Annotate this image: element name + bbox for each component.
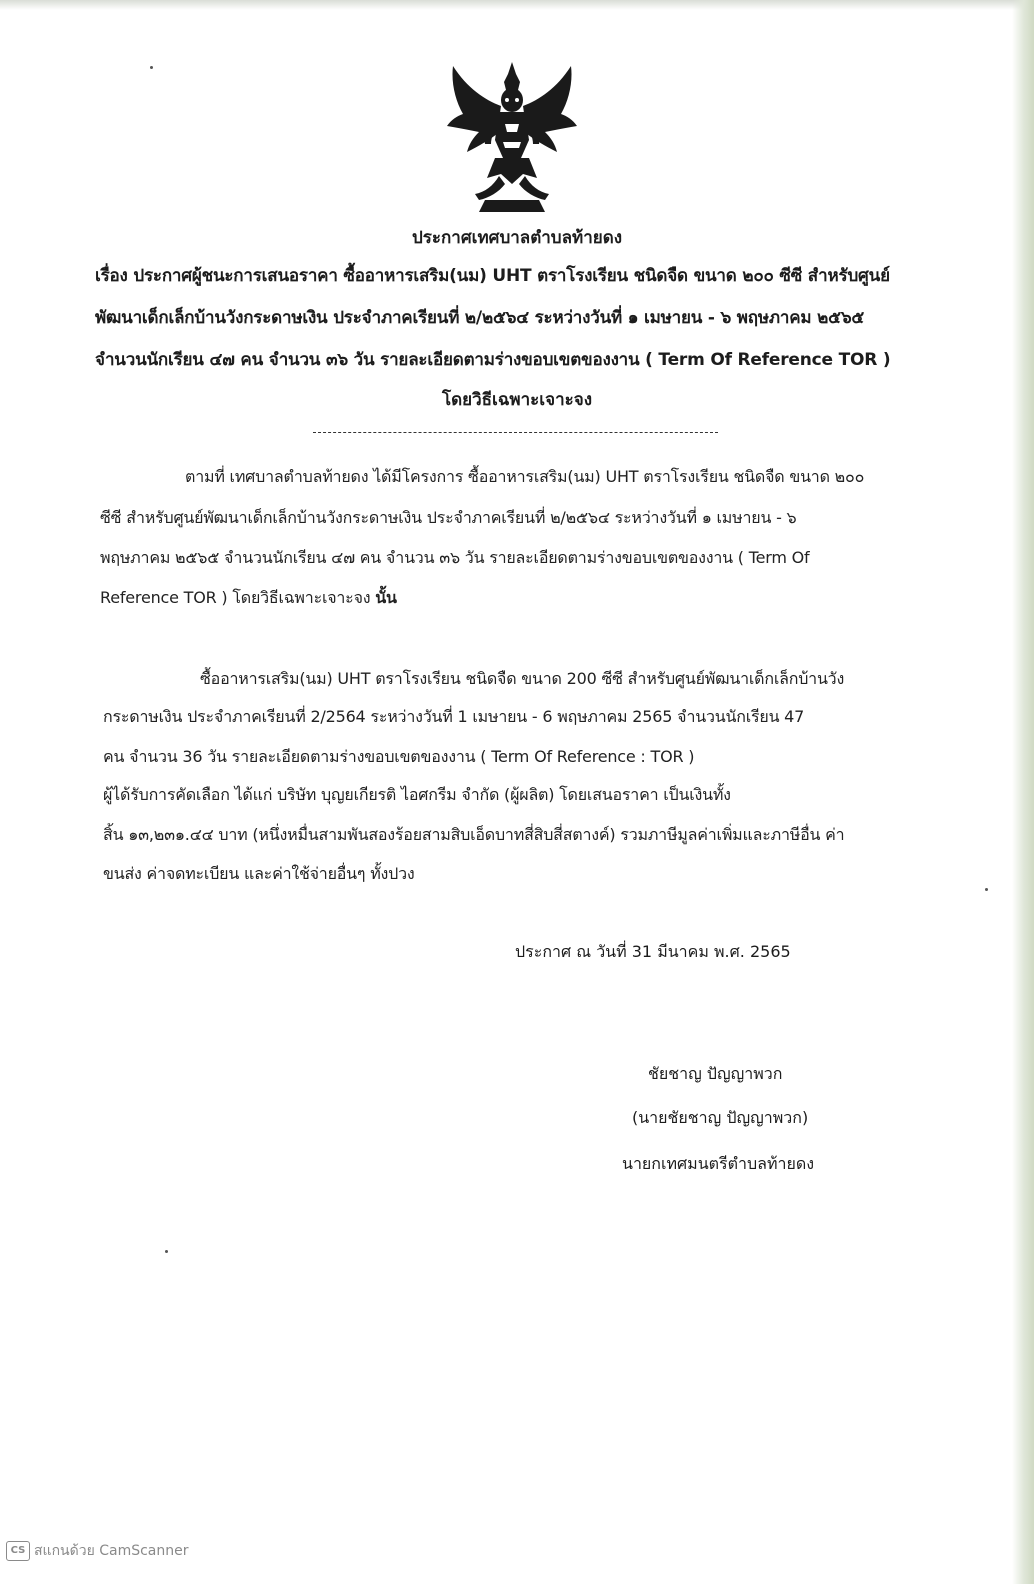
subject-line-2: พัฒนาเด็กเล็กบ้านวังกระดาษเงิน ประจำภาคเรียนที่ ๒/๒๕๖๔ ระหว่างวันที่ ๑ เมษายน - ๖ พฤษภาคม ๒๕๖๕ [95,308,865,328]
signed-name: ชัยชาญ ปัญญาพวก [648,1064,783,1083]
garuda-emblem-icon [445,60,580,218]
signatory-position: นายกเทศมนตรีตำบลท้ายดง [622,1154,815,1173]
paragraph2-line-1: ซื้ออาหารเสริม(นม) UHT ตราโรงเรียน ชนิดจืด ขนาด 200 ซีซี สำหรับศูนย์พัฒนาเด็กเล็กบ้านวัง [200,669,845,688]
procurement-method: โดยวิธีเฉพาะเจาะจง [441,390,593,410]
scan-speck [165,1250,168,1253]
paragraph1-line-4-text: Reference TOR ) โดยวิธีเฉพาะเจาะจง [100,588,371,607]
paragraph2-line-5: สิ้น ๑๓,๒๓๑.๔๔ บาท (หนึ่งหมื่นสามพันสองร้อยสามสิบเอ็ดบาทสี่สิบสี่สตางค์) รวมภาษีมูลค่าเพิ่มและภาษีอื่น ค่า [103,825,845,844]
scan-speck [985,888,988,891]
document-title: ประกาศเทศบาลตำบลท้ายดง [411,228,623,248]
camscanner-logo-icon: CS [6,1541,30,1561]
paragraph2-line-2: กระดาษเงิน ประจำภาคเรียนที่ 2/2564 ระหว่างวันที่ 1 เมษายน - 6 พฤษภาคม 2565 จำนวนนักเรียน 47 [103,707,805,726]
subject-line-1: เรื่อง ประกาศผู้ชนะการเสนอราคา ซื้ออาหารเสริม(นม) UHT ตราโรงเรียน ชนิดจืด ขนาด ๒๐๐ ซีซี สำหรับศูนย์ [95,266,890,286]
paragraph1-line-3: พฤษภาคม ๒๕๖๕ จำนวนนักเรียน ๔๗ คน จำนวน ๓๖ วัน รายละเอียดตามร่างขอบเขตของงาน ( Term Of [100,548,810,567]
paragraph2-line-4: ผู้ได้รับการคัดเลือก ได้แก่ บริษัท บุญยเกียรติ ไอศกรีม จำกัด (ผู้ผลิต) โดยเสนอราคา เป็นเงินทั้ง [103,785,731,804]
paragraph2-line-6: ขนส่ง ค่าจดทะเบียน และค่าใช้จ่ายอื่นๆ ทั้งปวง [103,864,415,883]
announcement-date: ประกาศ ณ วันที่ 31 มีนาคม พ.ศ. 2565 [515,942,791,961]
scan-speck [150,66,153,69]
paragraph1-line-4 [100,586,397,611]
separator-line [313,432,718,433]
camscanner-watermark [6,1540,189,1562]
paragraph1-line-2: ซีซี สำหรับศูนย์พัฒนาเด็กเล็กบ้านวังกระดาษเงิน ประจำภาคเรียนที่ ๒/๒๕๖๔ ระหว่างวันที่ ๑ เมษายน - ๖ [100,508,797,527]
paragraph2-line-3: คน จำนวน 36 วัน รายละเอียดตามร่างขอบเขตของงาน ( Term Of Reference : TOR ) [103,747,695,766]
scan-shadow-top [0,0,1034,10]
paragraph1-line-1: ตามที่ เทศบาลตำบลท้ายดง ได้มีโครงการ ซื้ออาหารเสริม(นม) UHT ตราโรงเรียน ชนิดจืด ขนาด ๒๐๐ [185,467,865,486]
paragraph1-tail: นั้น [375,588,397,607]
signatory-full-name: (นายชัยชาญ ปัญญาพวก) [632,1108,809,1127]
subject-line-3: จำนวนนักเรียน ๔๗ คน จำนวน ๓๖ วัน รายละเอียดตามร่างขอบเขตของงาน ( Term Of Reference TOR ) [95,350,891,370]
camscanner-text: สแกนด้วย CamScanner [34,1543,189,1559]
